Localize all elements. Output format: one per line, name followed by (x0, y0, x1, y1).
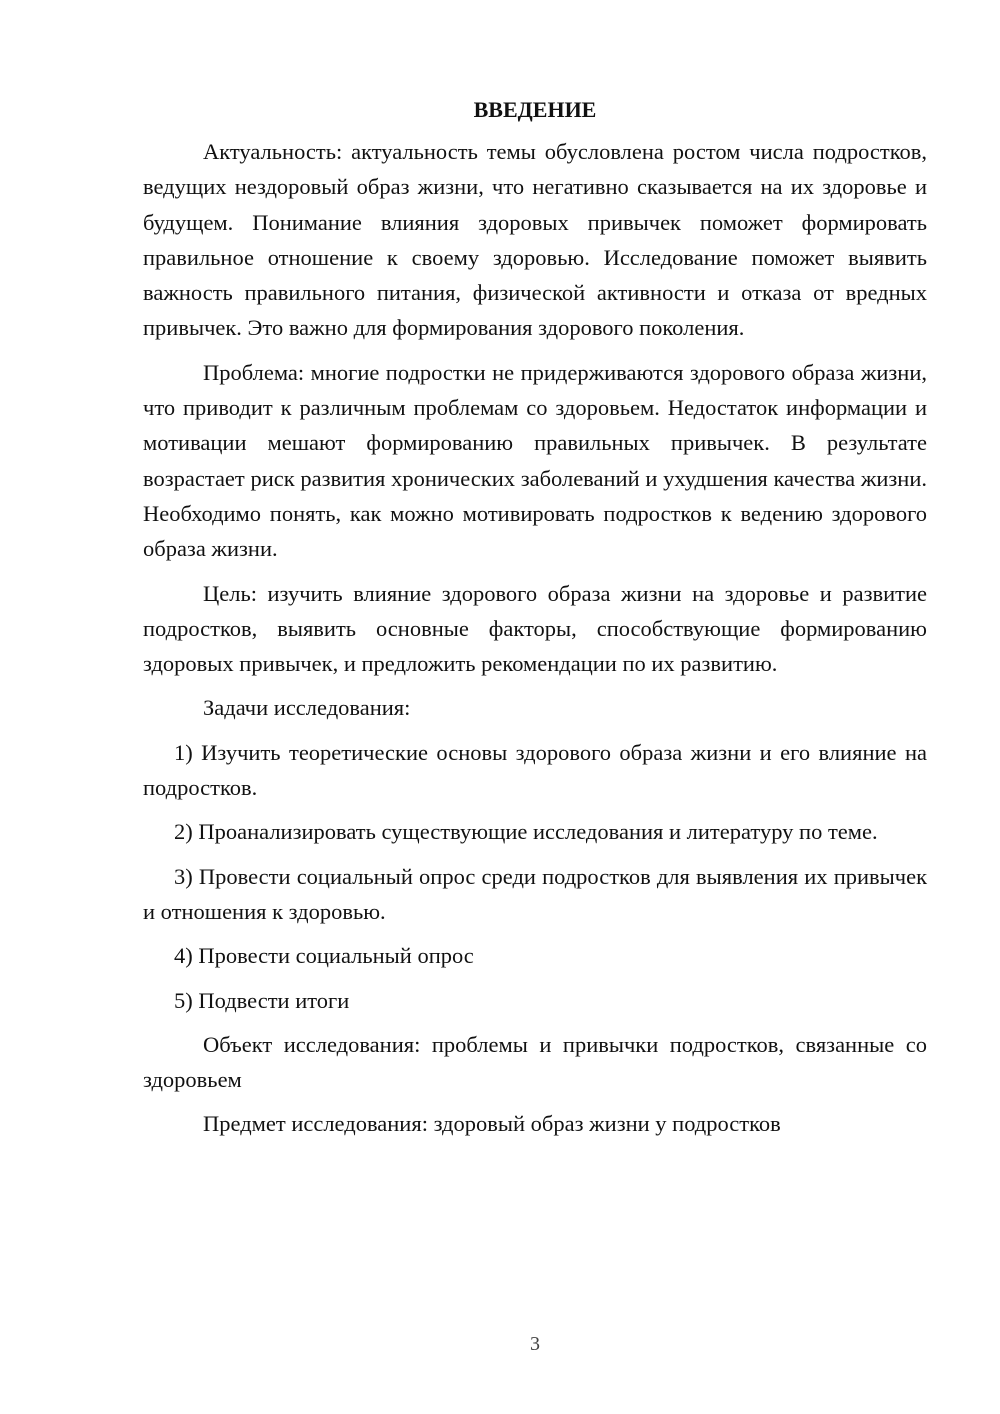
section-title: ВВЕДЕНИЕ (473, 97, 597, 122)
paragraph-relevance: Актуальность: актуальность темы обусловлена ростом числа подростков, ведущих нездоровый образ жизни, что негативно сказывается на их здоровье и будущем. Понимание влияния здоровых привычек поможет формировать правильное отношение к своему здоровью. Исследование поможет выявить важность правильного питания, физической активности и отказа от вредных привычек. Это важно для формирования здорового поколения. (143, 139, 927, 341)
paragraph-problem: Проблема: многие подростки не придерживаются здорового образа жизни, что приводит к различным проблемам со здоровьем. Недостаток информации и мотивации мешают формированию правильных привычек. В результате возрастает риск развития хронических заболеваний и ухудшения качества жизни. Необходимо понять, как можно мотивировать подростков к ведению здорового образа жизни. (143, 359, 927, 562)
paragraph-subject: Предмет исследования: здоровый образ жизни у подростков (203, 1111, 781, 1137)
task-item-2: 2) Проанализировать существующие исследования и литературу по теме. (174, 819, 878, 845)
paragraph-object: Объект исследования: проблемы и привычки подростков, связанные со здоровьем (143, 1031, 927, 1093)
document-page (143, 92, 927, 1151)
task-item-5: 5) Подвести итоги (174, 987, 350, 1013)
paragraph-goal: Цель: изучить влияние здорового образа жизни на здоровье и развитие подростков, выявить основные факторы, способствующие формированию здоровых привычек, и предложить рекомендации по их развитию. (143, 580, 927, 677)
task-item-4: 4) Провести социальный опрос (174, 943, 474, 969)
tasks-heading: Задачи исследования: (203, 695, 411, 721)
task-item-3: 3) Провести социальный опрос среди подростков для выявления их привычек и отношения к здоровью. (143, 863, 927, 924)
page-number: 3 (530, 1333, 540, 1355)
task-item-1: 1) Изучить теоретические основы здорового образа жизни и его влияние на подростков. (143, 739, 927, 801)
